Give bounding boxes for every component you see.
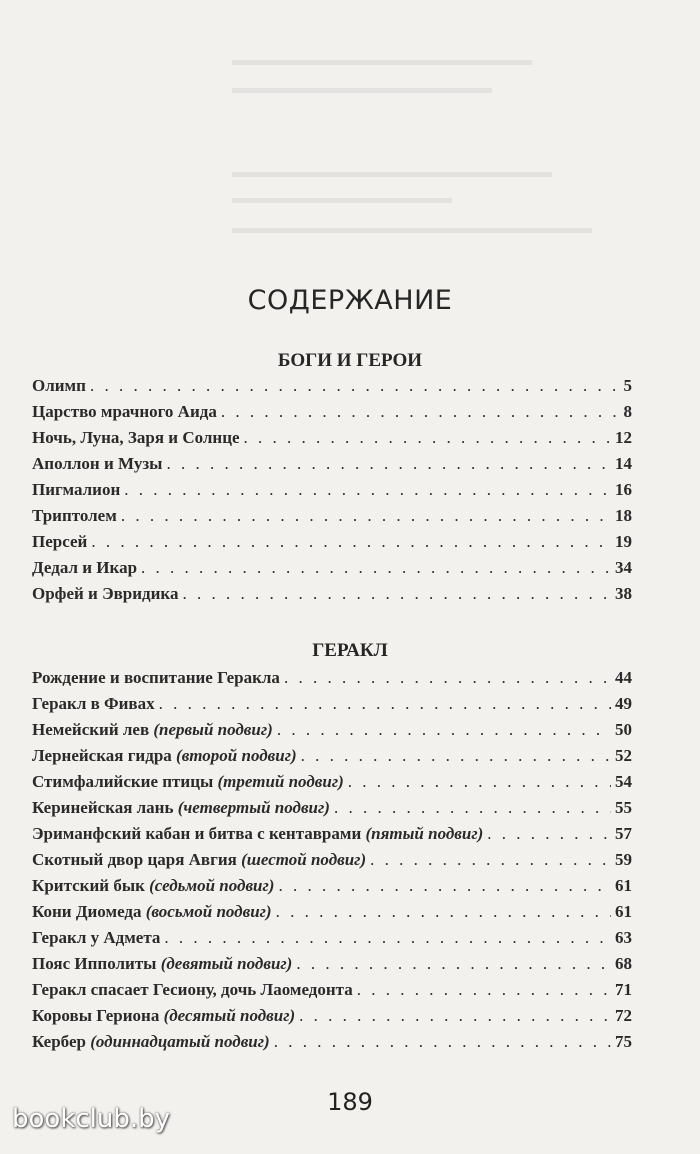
dot-leader: [166, 454, 611, 474]
toc-entry-note: (третий подвиг): [217, 772, 344, 791]
dot-leader: [370, 850, 611, 870]
bleed-through-line: [232, 172, 552, 177]
toc-entry-label: [32, 1032, 270, 1052]
toc-entry-note: (четвертый подвиг): [177, 798, 330, 817]
dot-leader: [91, 532, 611, 552]
toc-entry: [32, 980, 632, 1006]
toc-entry-title: Кербер: [32, 1032, 86, 1051]
toc-entry-page: 72: [615, 1006, 632, 1025]
toc-entry-page: 61: [615, 876, 632, 895]
toc-entry-page: 71: [615, 980, 632, 999]
toc-entry: [32, 428, 632, 454]
toc-entry-page: 49: [615, 694, 632, 713]
dot-leader: [301, 746, 611, 766]
toc-entry-label: [32, 1006, 295, 1026]
toc-entry-label: [32, 902, 272, 922]
bleed-through-line: [232, 60, 532, 65]
toc-entry: [32, 668, 632, 694]
toc-entry-note: (одиннадцатый подвиг): [90, 1032, 270, 1051]
toc-entry-title: Керинейская лань: [32, 798, 174, 817]
toc-entry: [32, 928, 632, 954]
dot-leader: [182, 584, 611, 604]
toc-entry-title: Рождение и воспитание Геракла: [32, 668, 280, 687]
toc-entry-label: [32, 376, 86, 396]
toc-entry-label: [32, 532, 87, 552]
toc-entry-label: [32, 720, 273, 740]
toc-entry: [32, 824, 632, 850]
toc-entry: [32, 376, 632, 402]
toc-entry-note: (второй подвиг): [176, 746, 297, 765]
toc-entry-page: 5: [623, 376, 632, 395]
toc-entry-title: Геракл спасает Гесиону, дочь Лаомедонта: [32, 980, 353, 999]
toc-entry-title: Пояс Ипполиты: [32, 954, 157, 973]
dot-leader: [159, 694, 611, 714]
dot-leader: [277, 720, 611, 740]
toc-entry-page: 34: [615, 558, 632, 577]
toc-entry-label: [32, 798, 330, 818]
toc-entry-title: Стимфалийские птицы: [32, 772, 214, 791]
dot-leader: [274, 1032, 611, 1052]
toc-entry-label: [32, 954, 292, 974]
toc-entry: [32, 1006, 632, 1032]
toc-entry: [32, 584, 632, 610]
bleed-through-line: [232, 198, 452, 203]
toc-list-heracles: [32, 668, 632, 1058]
page-title: СОДЕРЖАНИЕ: [247, 285, 453, 316]
toc-entry-note: (первый подвиг): [153, 720, 273, 739]
toc-entry-label: [32, 428, 240, 448]
dot-leader: [124, 480, 611, 500]
toc-entry: [32, 798, 632, 824]
toc-entry-title: Критский бык: [32, 876, 145, 895]
toc-entry-note: (пятый подвиг): [365, 824, 484, 843]
dot-leader: [334, 798, 611, 818]
toc-entry-page: 63: [615, 928, 632, 947]
toc-entry-label: [32, 824, 483, 844]
toc-entry-title: Скотный двор царя Авгия: [32, 850, 237, 869]
dot-leader: [244, 428, 611, 448]
section-title: БОГИ И ГЕРОИ: [277, 350, 423, 371]
toc-entry-page: 55: [615, 798, 632, 817]
toc-entry-label: [32, 454, 162, 474]
toc-entry-page: 38: [615, 584, 632, 603]
toc-entry-note: (девятый подвиг): [160, 954, 293, 973]
toc-entry-label: [32, 558, 137, 578]
toc-entry-label: [32, 402, 217, 422]
bleed-through-line: [232, 228, 592, 233]
toc-entry-page: 12: [615, 428, 632, 447]
toc-entry-page: 61: [615, 902, 632, 921]
toc-entry-note: (седьмой подвиг): [149, 876, 275, 895]
toc-entry: [32, 558, 632, 584]
toc-entry-page: 18: [615, 506, 632, 525]
toc-entry-note: (шестой подвиг): [241, 850, 367, 869]
toc-entry-label: [32, 694, 155, 714]
page-number: 189: [327, 1088, 373, 1116]
dot-leader: [487, 824, 611, 844]
dot-leader: [284, 668, 611, 688]
toc-entry-label: [32, 584, 178, 604]
dot-leader: [141, 558, 611, 578]
toc-entry-title: Коровы Гериона: [32, 1006, 160, 1025]
toc-entry-label: [32, 480, 120, 500]
toc-entry-title: Орфей и Эвридика: [32, 584, 179, 603]
toc-entry-title: Царство мрачного Аида: [32, 402, 217, 421]
toc-entry-page: 14: [615, 454, 632, 473]
toc-list-gods-heroes: [32, 376, 632, 610]
dot-leader: [90, 376, 620, 396]
toc-entry-label: [32, 850, 366, 870]
toc-entry-page: 16: [615, 480, 632, 499]
toc-entry-title: Дедал и Икар: [32, 558, 138, 577]
toc-entry-page: 19: [615, 532, 632, 551]
toc-entry-label: [32, 746, 297, 766]
toc-entry-note: (десятый подвиг): [163, 1006, 296, 1025]
dot-leader: [357, 980, 611, 1000]
toc-entry: [32, 532, 632, 558]
dot-leader: [348, 772, 611, 792]
toc-entry: [32, 506, 632, 532]
toc-entry: [32, 720, 632, 746]
toc-entry: [32, 480, 632, 506]
toc-entry-title: Лернейская гидра: [32, 746, 172, 765]
dot-leader: [276, 902, 611, 922]
dot-leader: [164, 928, 611, 948]
dot-leader: [299, 1006, 611, 1026]
toc-entry-note: (восьмой подвиг): [145, 902, 272, 921]
toc-entry-page: 75: [615, 1032, 632, 1051]
toc-entry-title: Кони Диомеда: [32, 902, 142, 921]
toc-entry-label: [32, 668, 280, 688]
toc-entry-label: [32, 876, 274, 896]
watermark: bookclub.by: [12, 1104, 171, 1134]
toc-entry-page: 57: [615, 824, 632, 843]
toc-entry-label: [32, 980, 353, 1000]
toc-entry-label: [32, 928, 160, 948]
toc-entry: [32, 850, 632, 876]
toc-entry-label: [32, 506, 117, 526]
toc-entry: [32, 954, 632, 980]
dot-leader: [221, 402, 620, 422]
toc-entry: [32, 1032, 632, 1058]
toc-entry-page: 50: [615, 720, 632, 739]
toc-entry: [32, 772, 632, 798]
toc-entry-title: Пигмалион: [32, 480, 121, 499]
toc-entry-title: Геракл в Фивах: [32, 694, 155, 713]
toc-entry-page: 8: [623, 402, 632, 421]
toc-entry: [32, 876, 632, 902]
dot-leader: [121, 506, 611, 526]
toc-entry-title: Персей: [32, 532, 88, 551]
toc-entry: [32, 902, 632, 928]
toc-entry-title: Геракл у Адмета: [32, 928, 161, 947]
toc-entry-page: 52: [615, 746, 632, 765]
toc-entry-title: Эриманфский кабан и битва с кентаврами: [32, 824, 362, 843]
bleed-through-line: [232, 88, 492, 93]
toc-entry-page: 44: [615, 668, 632, 687]
toc-entry-page: 54: [615, 772, 632, 791]
toc-entry: [32, 454, 632, 480]
dot-leader: [296, 954, 611, 974]
toc-entry-title: Олимп: [32, 376, 86, 395]
toc-entry: [32, 694, 632, 720]
toc-entry-page: 59: [615, 850, 632, 869]
toc-entry-title: Ночь, Луна, Заря и Солнце: [32, 428, 240, 447]
toc-entry: [32, 402, 632, 428]
section-title: ГЕРАКЛ: [312, 640, 388, 661]
toc-entry-title: Немейский лев: [32, 720, 150, 739]
toc-entry-title: Аполлон и Музы: [32, 454, 163, 473]
toc-entry-page: 68: [615, 954, 632, 973]
dot-leader: [278, 876, 611, 896]
toc-entry: [32, 746, 632, 772]
toc-entry-title: Триптолем: [32, 506, 117, 525]
toc-entry-label: [32, 772, 344, 792]
